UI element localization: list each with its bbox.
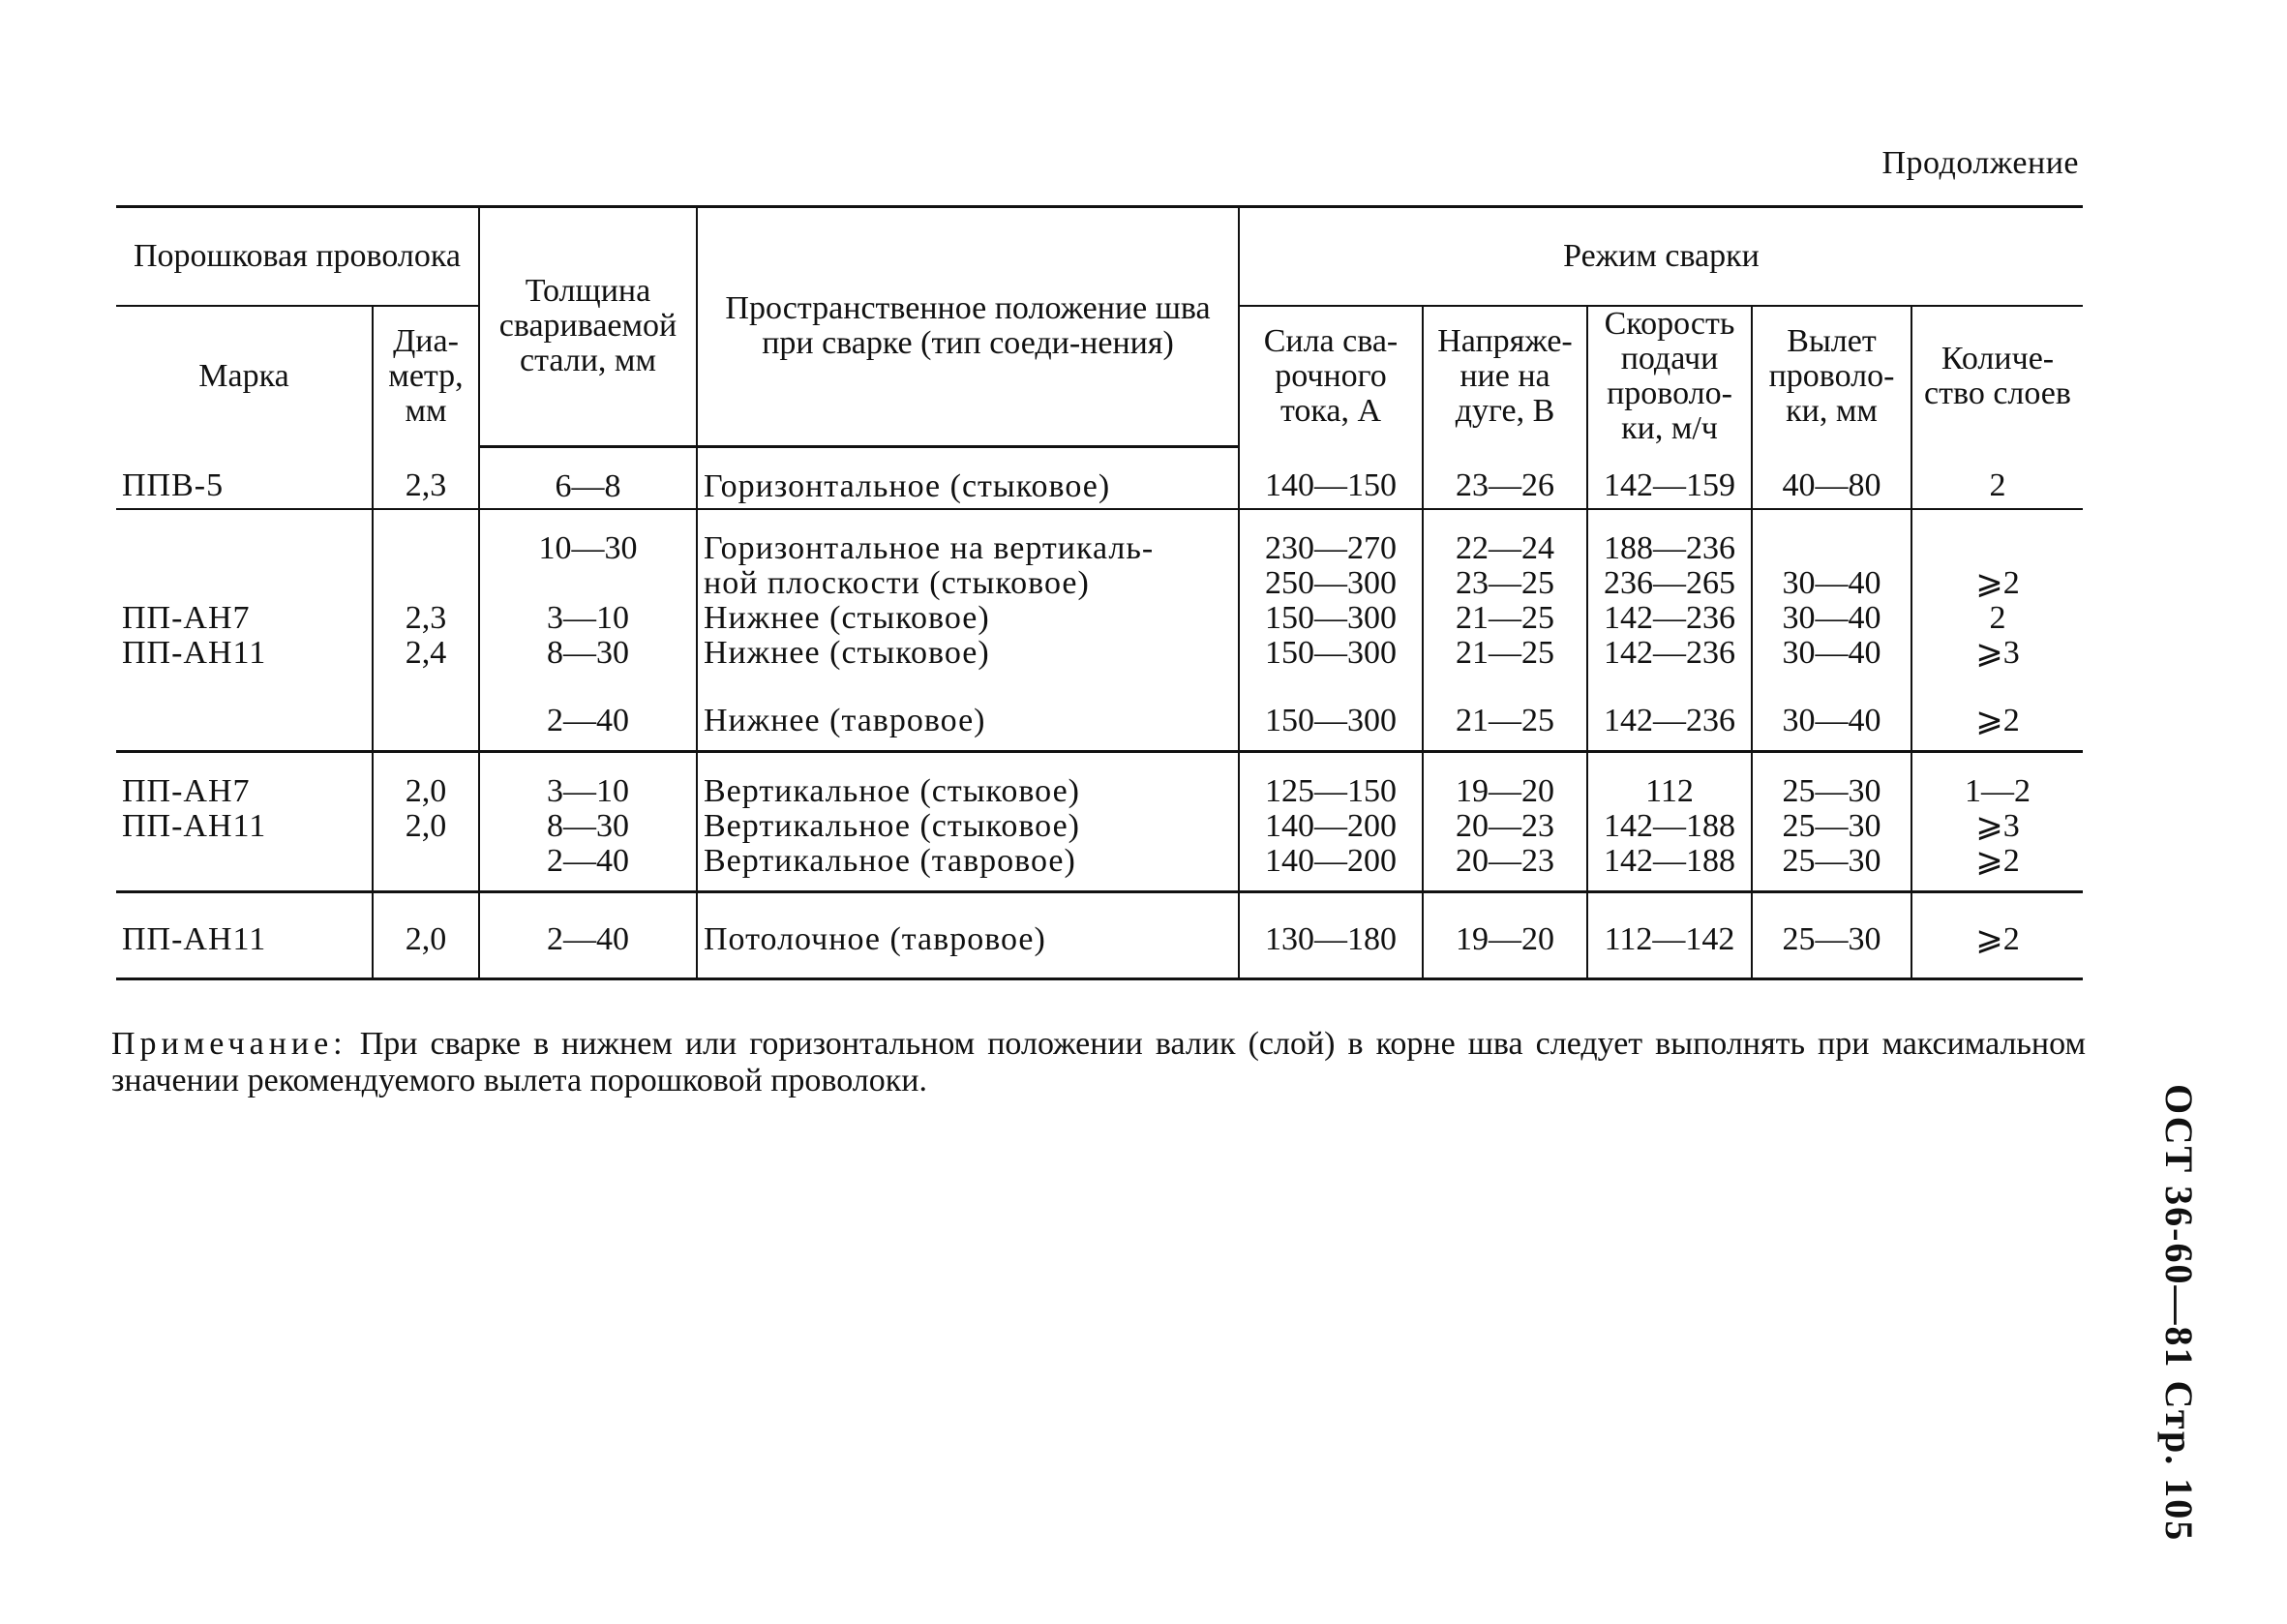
cell-layers: 2: [1911, 601, 2083, 636]
cell-feed: 142—236: [1587, 601, 1752, 636]
cell-feed: 142—236: [1587, 704, 1752, 752]
cell-feed: 188—236: [1587, 509, 1752, 566]
table-row: [116, 636, 2083, 671]
cell-diameter: 2,3: [373, 601, 479, 636]
cell-stickout: 30—40: [1752, 566, 1911, 601]
note-text: При сварке в нижнем или горизонтальном положении валик (слой) в корне шва следует выполнять при максимальном значении рекомендуемого вылета порошковой проволоки.: [111, 1026, 2086, 1098]
cell-mark: [116, 509, 373, 566]
cell-thickness: 6—8: [479, 446, 697, 509]
cell-diameter: 2,0: [373, 751, 479, 809]
cell-mark: ПП-АН7: [122, 772, 251, 809]
cell-feed: 112: [1587, 751, 1752, 809]
cell-thickness: 8—30: [479, 636, 697, 671]
cell-mark: [116, 566, 373, 601]
cell-diameter: [373, 509, 479, 566]
header-layers: Количе-ство слоев: [1911, 306, 2083, 446]
cell-mark: ПП-АН11: [122, 807, 267, 844]
cell-mark: ПП-АН7: [122, 599, 251, 636]
cell-layers: ⩾2: [1911, 844, 2083, 892]
cell-current: 150—300: [1239, 704, 1423, 752]
table-row: [116, 601, 2083, 636]
cell-current: 150—300: [1239, 636, 1423, 671]
cell-position: Нижнее (стыковое): [697, 636, 1239, 671]
cell-layers: 2: [1911, 446, 2083, 509]
header-thickness: Толщина свариваемой стали, мм: [479, 207, 697, 447]
header-current: Сила сва-рочного тока, А: [1239, 306, 1423, 446]
cell-feed: 142—159: [1587, 446, 1752, 509]
cell-mark: ПП-АН11: [122, 634, 267, 671]
cell-stickout: [1752, 509, 1911, 566]
cell-diameter: [373, 566, 479, 601]
cell-current: 250—300: [1239, 566, 1423, 601]
cell-position: Нижнее (стыковое): [697, 601, 1239, 636]
table-row: [116, 891, 2083, 978]
cell-voltage: 21—25: [1423, 704, 1587, 752]
cell-layers: 1—2: [1911, 751, 2083, 809]
cell-thickness: 2—40: [479, 704, 697, 752]
header-regime: Режим сварки: [1239, 207, 2083, 307]
header-position: Пространственное положение шва при сварке (тип соеди-нения): [697, 207, 1239, 447]
cell-layers: ⩾3: [1911, 636, 2083, 671]
cell-current: 150—300: [1239, 601, 1423, 636]
cell-feed: 142—188: [1587, 809, 1752, 844]
note-label: Примечание:: [111, 1026, 347, 1062]
cell-stickout: 25—30: [1752, 844, 1911, 892]
cell-current: 140—150: [1239, 446, 1423, 509]
header-wire-group: Порошковая проволока: [116, 207, 479, 307]
cell-position: Горизонтальное на вертикаль-: [697, 509, 1239, 566]
header-mark: Марка: [198, 358, 289, 394]
cell-layers: ⩾2: [1911, 704, 2083, 752]
cell-current: 130—180: [1239, 891, 1423, 978]
table-row: [116, 704, 2083, 752]
cell-position: Потолочное (тавровое): [697, 891, 1239, 978]
table-row-spacer: [116, 671, 2083, 704]
cell-thickness: 10—30: [479, 509, 697, 566]
cell-voltage: 21—25: [1423, 636, 1587, 671]
cell-thickness: 3—10: [479, 751, 697, 809]
cell-voltage: 23—26: [1423, 446, 1587, 509]
table-row: [116, 566, 2083, 601]
cell-stickout: 40—80: [1752, 446, 1911, 509]
cell-current: 125—150: [1239, 751, 1423, 809]
table-row: [116, 446, 2083, 509]
cell-position: Горизонтальное (стыковое): [697, 446, 1239, 509]
header-feed: Скорость подачи проволо-ки, м/ч: [1587, 306, 1752, 446]
header-voltage: Напряже-ние на дуге, В: [1423, 306, 1587, 446]
cell-voltage: 23—25: [1423, 566, 1587, 601]
cell-layers: ⩾2: [1911, 566, 2083, 601]
cell-stickout: 25—30: [1752, 751, 1911, 809]
cell-thickness: 2—40: [479, 844, 697, 892]
cell-diameter: 2,4: [373, 636, 479, 671]
cell-feed: 236—265: [1587, 566, 1752, 601]
cell-current: 230—270: [1239, 509, 1423, 566]
cell-thickness: [479, 566, 697, 601]
continuation-label: Продолжение: [1881, 145, 2079, 181]
cell-stickout: 30—40: [1752, 704, 1911, 752]
document-page-label: ОСТ 36-60—81 Стр. 105: [2157, 1084, 2201, 1543]
cell-feed: 142—188: [1587, 844, 1752, 892]
cell-stickout: 30—40: [1752, 636, 1911, 671]
cell-stickout: 30—40: [1752, 601, 1911, 636]
cell-diameter: [373, 844, 479, 892]
cell-mark: ППВ-5: [122, 466, 225, 503]
cell-position: Нижнее (тавровое): [697, 704, 1239, 752]
cell-thickness: 3—10: [479, 601, 697, 636]
cell-diameter: 2,0: [373, 809, 479, 844]
table-row: [116, 509, 2083, 566]
cell-voltage: 20—23: [1423, 844, 1587, 892]
cell-thickness: 2—40: [479, 891, 697, 978]
cell-stickout: 25—30: [1752, 891, 1911, 978]
cell-current: 140—200: [1239, 844, 1423, 892]
header-diameter: Диа-метр, мм: [373, 306, 479, 446]
cell-layers: ⩾3: [1911, 809, 2083, 844]
cell-mark: [116, 844, 373, 892]
cell-voltage: 19—20: [1423, 751, 1587, 809]
table-row: [116, 751, 2083, 809]
table-row: [116, 844, 2083, 892]
cell-diameter: [373, 704, 479, 752]
cell-mark: [116, 704, 373, 752]
cell-diameter: 2,3: [373, 446, 479, 509]
cell-position: Вертикальное (стыковое): [697, 751, 1239, 809]
cell-current: 140—200: [1239, 809, 1423, 844]
header-stickout: Вылет проволо-ки, мм: [1752, 306, 1911, 446]
cell-stickout: 25—30: [1752, 809, 1911, 844]
cell-voltage: 21—25: [1423, 601, 1587, 636]
cell-layers: [1911, 509, 2083, 566]
welding-regime-table: [116, 205, 2083, 980]
cell-diameter: 2,0: [373, 891, 479, 978]
table-row: [116, 809, 2083, 844]
cell-position: Вертикальное (тавровое): [697, 844, 1239, 892]
cell-voltage: 22—24: [1423, 509, 1587, 566]
cell-position: Вертикальное (стыковое): [697, 809, 1239, 844]
cell-position: ной плоскости (стыковое): [697, 566, 1239, 601]
cell-voltage: 19—20: [1423, 891, 1587, 978]
cell-layers: ⩾2: [1911, 891, 2083, 978]
cell-feed: 142—236: [1587, 636, 1752, 671]
cell-thickness: 8—30: [479, 809, 697, 844]
cell-voltage: 20—23: [1423, 809, 1587, 844]
cell-feed: 112—142: [1587, 891, 1752, 978]
table-note: [111, 1026, 2086, 1099]
cell-mark: ПП-АН11: [122, 921, 267, 957]
